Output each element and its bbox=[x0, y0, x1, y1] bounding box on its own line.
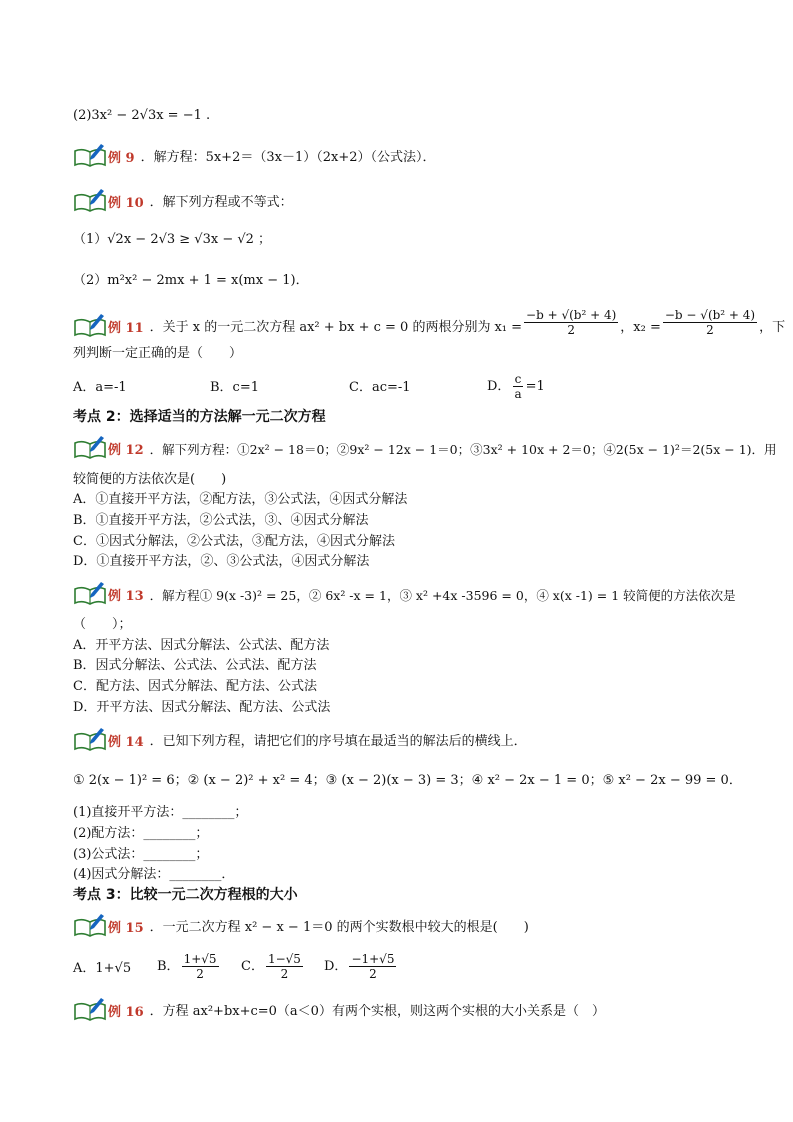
x1-label: x₁ = bbox=[494, 320, 523, 335]
x1-numerator: −b + √(b² + 4) bbox=[526, 308, 617, 322]
item-2-equation: (2)3x² − 2√3x = −1 . bbox=[73, 108, 211, 123]
example-badge bbox=[73, 997, 144, 1021]
option-d-denominator: a bbox=[514, 387, 522, 401]
option-b-numerator: 1+√5 bbox=[183, 952, 217, 966]
open-book-pencil-icon bbox=[73, 313, 107, 337]
open-book-pencil-icon bbox=[73, 143, 107, 167]
example-badge bbox=[73, 188, 144, 212]
example-badge bbox=[73, 913, 144, 937]
option-c-numerator: 1−√5 bbox=[267, 952, 301, 966]
x2-fraction bbox=[663, 308, 757, 337]
option-d-fraction bbox=[512, 372, 523, 401]
blank-2: (2)配方法：________； bbox=[73, 826, 209, 841]
option-d: D．①直接开平方法，②、③公式法，④因式分解法 bbox=[73, 554, 370, 569]
example-12 bbox=[73, 435, 777, 459]
example-text: ．一元二次方程 x² − x − 1＝0 的两个实数根中较大的根是( ) bbox=[149, 920, 529, 935]
option-c bbox=[241, 952, 305, 981]
example-label: 例 14 bbox=[108, 735, 144, 750]
ex12-question: 较简便的方法依次是( ) bbox=[73, 472, 227, 487]
open-book-pencil-icon bbox=[73, 435, 107, 459]
example-15 bbox=[73, 913, 529, 937]
section-heading-point-2: 考点 2：选择适当的方法解一元二次方程 bbox=[73, 409, 326, 425]
example-label: 例 13 bbox=[108, 589, 144, 604]
example-14 bbox=[73, 727, 527, 751]
open-book-pencil-icon bbox=[73, 997, 107, 1021]
example-badge bbox=[73, 143, 135, 167]
example-label: 例 12 bbox=[108, 443, 144, 458]
example-10 bbox=[73, 188, 293, 212]
option-c: C．ac=-1 bbox=[349, 380, 411, 395]
open-book-pencil-icon bbox=[73, 581, 107, 605]
example-badge bbox=[73, 581, 144, 605]
ex10-item-2: （2）m²x² − 2mx + 1 = x(mx − 1)． bbox=[73, 273, 309, 288]
option-b bbox=[157, 952, 221, 981]
example-text-tail: ，下 bbox=[759, 320, 786, 335]
x2-denominator: 2 bbox=[706, 323, 714, 337]
option-b: B．因式分解法、公式法、公式法、配方法 bbox=[73, 658, 317, 673]
option-d-numerator: c bbox=[514, 372, 522, 386]
option-d bbox=[324, 952, 398, 981]
x1-fraction bbox=[524, 308, 618, 337]
ex10-item-1: （1）√2x − 2√3 ≥ √3x − √2 ； bbox=[73, 232, 272, 247]
option-c: C．①因式分解法，②公式法，③配方法，④因式分解法 bbox=[73, 534, 395, 549]
example-11 bbox=[73, 308, 785, 337]
option-d: D．开平方法、因式分解法、配方法、公式法 bbox=[73, 700, 331, 715]
option-d-label: D． bbox=[487, 378, 511, 394]
example-badge bbox=[73, 313, 144, 337]
option-b-denominator: 2 bbox=[196, 967, 204, 981]
ex11-question: 列判断一定正确的是（ ） bbox=[73, 346, 243, 361]
example-label: 例 15 bbox=[108, 921, 144, 936]
option-c-denominator: 2 bbox=[280, 967, 289, 981]
section-heading-point-3: 考点 3：比较一元二次方程根的大小 bbox=[73, 887, 298, 903]
example-label: 例 9 bbox=[108, 151, 135, 166]
option-a: A．开平方法、因式分解法、公式法、配方法 bbox=[73, 638, 330, 653]
option-b-fraction bbox=[182, 952, 219, 981]
x2-label: ，x₂ = bbox=[620, 320, 661, 335]
example-16 bbox=[73, 997, 605, 1021]
example-9 bbox=[73, 143, 435, 167]
example-label: 例 10 bbox=[108, 196, 144, 211]
ex13-question: （ ）； bbox=[73, 617, 132, 632]
option-c: C．配方法、因式分解法、配方法、公式法 bbox=[73, 679, 317, 694]
x1-denominator: 2 bbox=[567, 323, 575, 337]
ex14-equations: ① 2(x − 1)² = 6；② (x − 2)² + x² = 4；③ (x − 2)(x − 3) = 3；④ x² − 2x − 1 = 0；⑤ x² − 2x − 99 = 0． bbox=[73, 773, 742, 788]
example-badge bbox=[73, 435, 144, 459]
open-book-pencil-icon bbox=[73, 727, 107, 751]
option-d bbox=[487, 372, 545, 401]
open-book-pencil-icon bbox=[73, 913, 107, 937]
option-c-fraction bbox=[266, 952, 303, 981]
example-text: ．已知下列方程，请把它们的序号填在最适当的解法后的横线上． bbox=[149, 734, 527, 749]
option-a: A．a=-1 bbox=[73, 380, 127, 395]
example-13 bbox=[73, 581, 736, 605]
option-d-numerator: −1+√5 bbox=[351, 952, 395, 966]
blank-1: (1)直接开平方法：________； bbox=[73, 805, 248, 820]
example-text: ．解下列方程：①2x² − 18＝0；②9x² − 12x − 1＝0；③3x² + 10x + 2＝0；④2(5x − 1)²＝2(5x − 1)．用 bbox=[149, 442, 777, 457]
example-text: ．关于 x 的一元二次方程 ax² + bx + c = 0 的两根分别为 bbox=[149, 320, 491, 335]
option-a: A．①直接开平方法，②配方法，③公式法，④因式分解法 bbox=[73, 492, 408, 507]
option-b: B．①直接开平方法，②公式法，③、④因式分解法 bbox=[73, 513, 369, 528]
option-d-tail: =1 bbox=[525, 378, 545, 394]
option-d-fraction bbox=[349, 952, 396, 981]
example-badge bbox=[73, 727, 144, 751]
option-a: A．1+√5 bbox=[73, 961, 132, 976]
option-c-label: C． bbox=[241, 958, 264, 974]
option-b: B．c=1 bbox=[210, 380, 259, 395]
example-text: ．解下列方程或不等式： bbox=[149, 195, 293, 210]
example-label: 例 11 bbox=[108, 321, 144, 336]
option-b-label: B． bbox=[157, 958, 180, 974]
x2-numerator: −b − √(b² + 4) bbox=[664, 308, 756, 322]
option-d-label: D． bbox=[324, 958, 348, 974]
example-text: ．解方程：5x+2＝（3x－1）（2x+2）（公式法）． bbox=[140, 150, 436, 165]
example-label: 例 16 bbox=[108, 1005, 144, 1020]
example-text: ．方程 ax²+bx+c=0（a＜0）有两个实根，则这两个实根的大小关系是（ ） bbox=[149, 1004, 605, 1019]
blank-3: (3)公式法：________； bbox=[73, 847, 209, 862]
blank-4: (4)因式分解法：________． bbox=[73, 867, 235, 882]
open-book-pencil-icon bbox=[73, 188, 107, 212]
example-text: ．解方程① 9(x -3)² = 25，② 6x² -x = 1，③ x² +4x -3596 = 0，④ x(x -1) = 1 较简便的方法依次是 bbox=[149, 588, 736, 603]
option-d-denominator: 2 bbox=[369, 967, 377, 981]
